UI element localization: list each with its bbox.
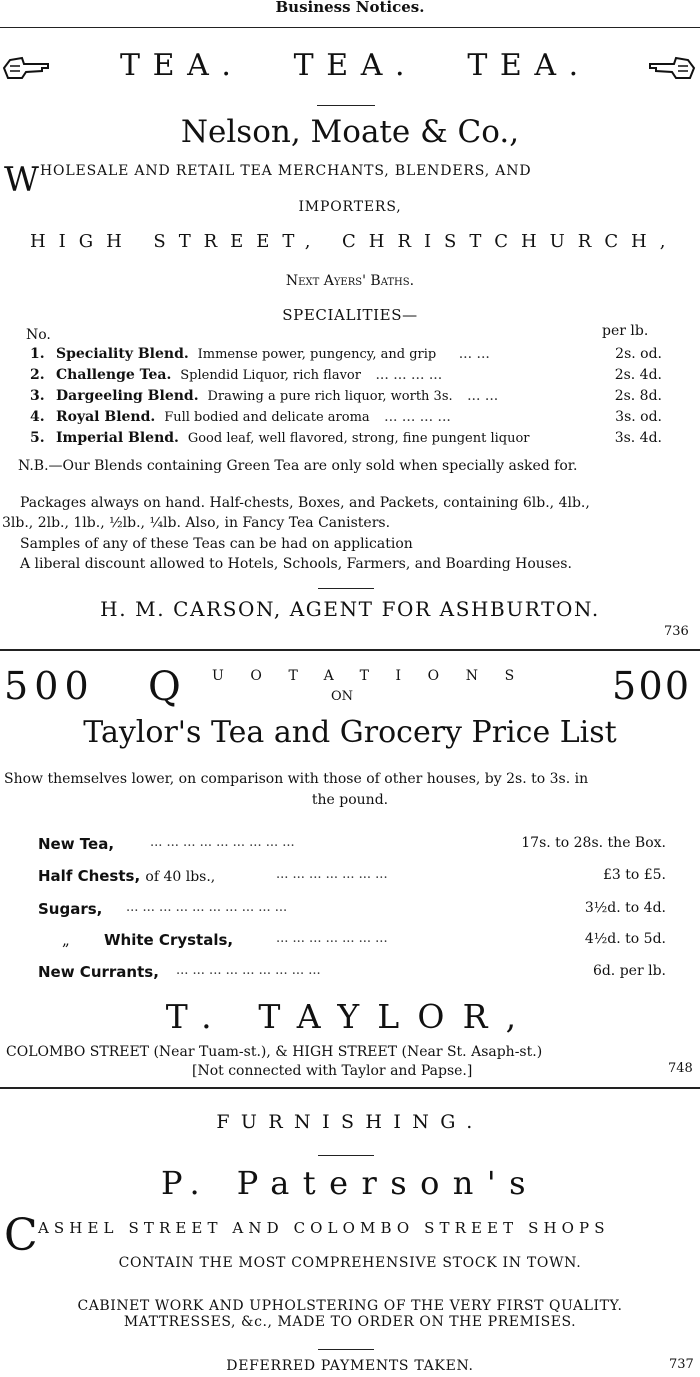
- section-rule: [0, 1087, 700, 1089]
- item-number: 3.: [30, 388, 45, 404]
- leader-dots: ... ...: [467, 388, 499, 404]
- item-price: 3s. od.: [615, 409, 662, 425]
- on-word: ON: [331, 689, 354, 704]
- item-desc: Splendid Liquor, rich flavor: [180, 368, 361, 383]
- subtitle-cont: the pound.: [311, 792, 389, 808]
- item-text: [56, 346, 490, 362]
- price-list-title: Taylor's Tea and Grocery Price List: [83, 715, 617, 750]
- ditto-mark: „: [62, 931, 70, 949]
- nb-note: N.B.—Our Blends containing Green Tea are only sold when specially asked for.: [18, 458, 578, 474]
- price-item-name: New Tea,: [38, 835, 115, 853]
- leader-dots: ... ... ... ...: [384, 409, 451, 425]
- price-item-name: [38, 867, 215, 885]
- item-number: 1.: [30, 346, 45, 362]
- divider: [318, 1155, 374, 1156]
- item-price: 3s. 4d.: [614, 430, 662, 446]
- column-per-lb: per lb.: [602, 323, 649, 339]
- specialities-heading: SPECIALITIES—: [282, 306, 418, 324]
- tea-banner: [120, 48, 591, 83]
- item-text: [56, 430, 530, 446]
- tea-word: TEA.: [467, 48, 591, 83]
- page-header: Business Notices.: [275, 0, 425, 16]
- ad-reference: 748: [668, 1061, 693, 1076]
- tea-word: TEA.: [293, 48, 418, 83]
- item-text: [56, 409, 451, 425]
- drop-cap: W: [4, 160, 39, 200]
- item-number: 2.: [30, 367, 45, 383]
- cabinet-line: CABINET WORK AND UPHOLSTERING OF THE VERY FIRST QUALITY.: [77, 1298, 623, 1314]
- leader-dots: ... ...: [458, 346, 490, 362]
- item-name: Speciality Blend.: [56, 346, 189, 362]
- price-item-extra: of 40 lbs.,: [145, 869, 216, 885]
- price-value: £3 to £5.: [602, 867, 666, 883]
- company-name: Nelson, Moate & Co.,: [180, 114, 520, 150]
- price-value: 17s. to 28s. the Box.: [521, 835, 666, 851]
- item-price: 2s. od.: [615, 346, 662, 362]
- leader-dots: ... ... ... ... ... ... ... ... ... ...: [126, 900, 288, 915]
- item-desc: Immense power, pungency, and grip: [197, 347, 437, 362]
- business-description-cont: IMPORTERS,: [298, 199, 402, 215]
- q-initial: Q: [148, 664, 181, 710]
- quotations-word: UOTATIONS: [212, 668, 541, 684]
- furnisher-name: P. Paterson's: [161, 1164, 539, 1202]
- item-text: [56, 388, 498, 404]
- location-note: Next Ayers' Baths.: [285, 273, 415, 289]
- number-left: 500: [4, 664, 95, 708]
- discount-text: A liberal discount allowed to Hotels, Schools, Farmers, and Boarding Houses.: [20, 556, 572, 572]
- subtitle: Show themselves lower, on comparison with those of other houses, by 2s. to 3s. in: [4, 771, 589, 787]
- price-value: 4½d. to 5d.: [584, 931, 666, 947]
- pointing-hand-right-icon: [648, 52, 696, 84]
- tea-word: TEA.: [120, 48, 244, 83]
- item-number: 4.: [30, 409, 45, 425]
- divider: [318, 1349, 374, 1350]
- merchant-name: T. TAYLOR,: [165, 997, 535, 1036]
- price-item-name: New Currants,: [38, 963, 159, 981]
- item-price: 2s. 4d.: [614, 367, 662, 383]
- shops-line: ASHEL STREET AND COLOMBO STREET SHOPS: [38, 1219, 610, 1237]
- ad-reference: 736: [664, 624, 689, 639]
- item-name: Challenge Tea.: [56, 367, 172, 383]
- item-desc: Drawing a pure rich liquor, worth 3s.: [207, 389, 453, 404]
- agent-line: H. M. CARSON, AGENT FOR ASHBURTON.: [100, 597, 600, 621]
- pointing-hand-left-icon: [2, 52, 50, 84]
- item-desc: Good leaf, well flavored, strong, fine pungent liquor: [187, 431, 530, 446]
- leader-dots: ... ... ... ... ... ... ...: [276, 931, 388, 946]
- stock-line: CONTAIN THE MOST COMPREHENSIVE STOCK IN TOWN.: [118, 1255, 582, 1271]
- number-right: 500: [612, 664, 692, 708]
- header-rule: [0, 27, 700, 28]
- price-item-label: Half Chests,: [38, 867, 141, 885]
- packages-text: Packages always on hand. Half-chests, Boxes, and Packets, containing 6lb., 4lb.,: [20, 495, 590, 511]
- item-name: Dargeeling Blend.: [56, 388, 199, 404]
- divider: [318, 588, 374, 589]
- business-description: HOLESALE AND RETAIL TEA MERCHANTS, BLENDERS, AND: [40, 163, 532, 179]
- divider: [317, 105, 375, 106]
- leader-dots: ... ... ... ... ... ... ...: [276, 867, 388, 882]
- price-value: 3½d. to 4d.: [584, 900, 666, 916]
- item-desc: Full bodied and delicate aroma: [164, 410, 370, 425]
- leader-dots: ... ... ... ... ... ... ... ... ...: [150, 835, 295, 850]
- column-no: No.: [26, 327, 51, 343]
- furnishing-heading: FURNISHING.: [216, 1111, 484, 1133]
- item-text: [56, 367, 442, 383]
- merchant-note: [Not connected with Taylor and Papse.]: [192, 1063, 473, 1079]
- item-number: 5.: [30, 430, 45, 446]
- leader-dots: ... ... ... ... ... ... ... ... ...: [176, 963, 321, 978]
- leader-dots: ... ... ... ...: [375, 367, 443, 383]
- samples-text: Samples of any of these Teas can be had on application: [20, 536, 413, 552]
- item-name: Royal Blend.: [56, 409, 156, 425]
- drop-cap: C: [4, 1210, 38, 1261]
- mattresses-line: MATTRESSES, &c., MADE TO ORDER ON THE PREMISES.: [123, 1314, 577, 1330]
- price-value: 6d. per lb.: [592, 963, 666, 979]
- item-name: Imperial Blend.: [56, 430, 179, 446]
- ad-reference: 737: [669, 1357, 694, 1372]
- price-item-name: White Crystals,: [104, 931, 234, 949]
- merchant-address: COLOMBO STREET (Near Tuam-st.), & HIGH STREET (Near St. Asaph-st.): [6, 1044, 543, 1060]
- section-rule: [0, 649, 700, 651]
- address: HIGH STREET, CHRISTCHURCH,: [30, 231, 679, 252]
- price-item-name: Sugars,: [38, 900, 103, 918]
- item-price: 2s. 8d.: [614, 388, 662, 404]
- packages-text-cont: 3lb., 2lb., 1lb., ½lb., ¼lb. Also, in Fancy Tea Canisters.: [2, 515, 391, 531]
- payments-line: DEFERRED PAYMENTS TAKEN.: [226, 1358, 474, 1374]
